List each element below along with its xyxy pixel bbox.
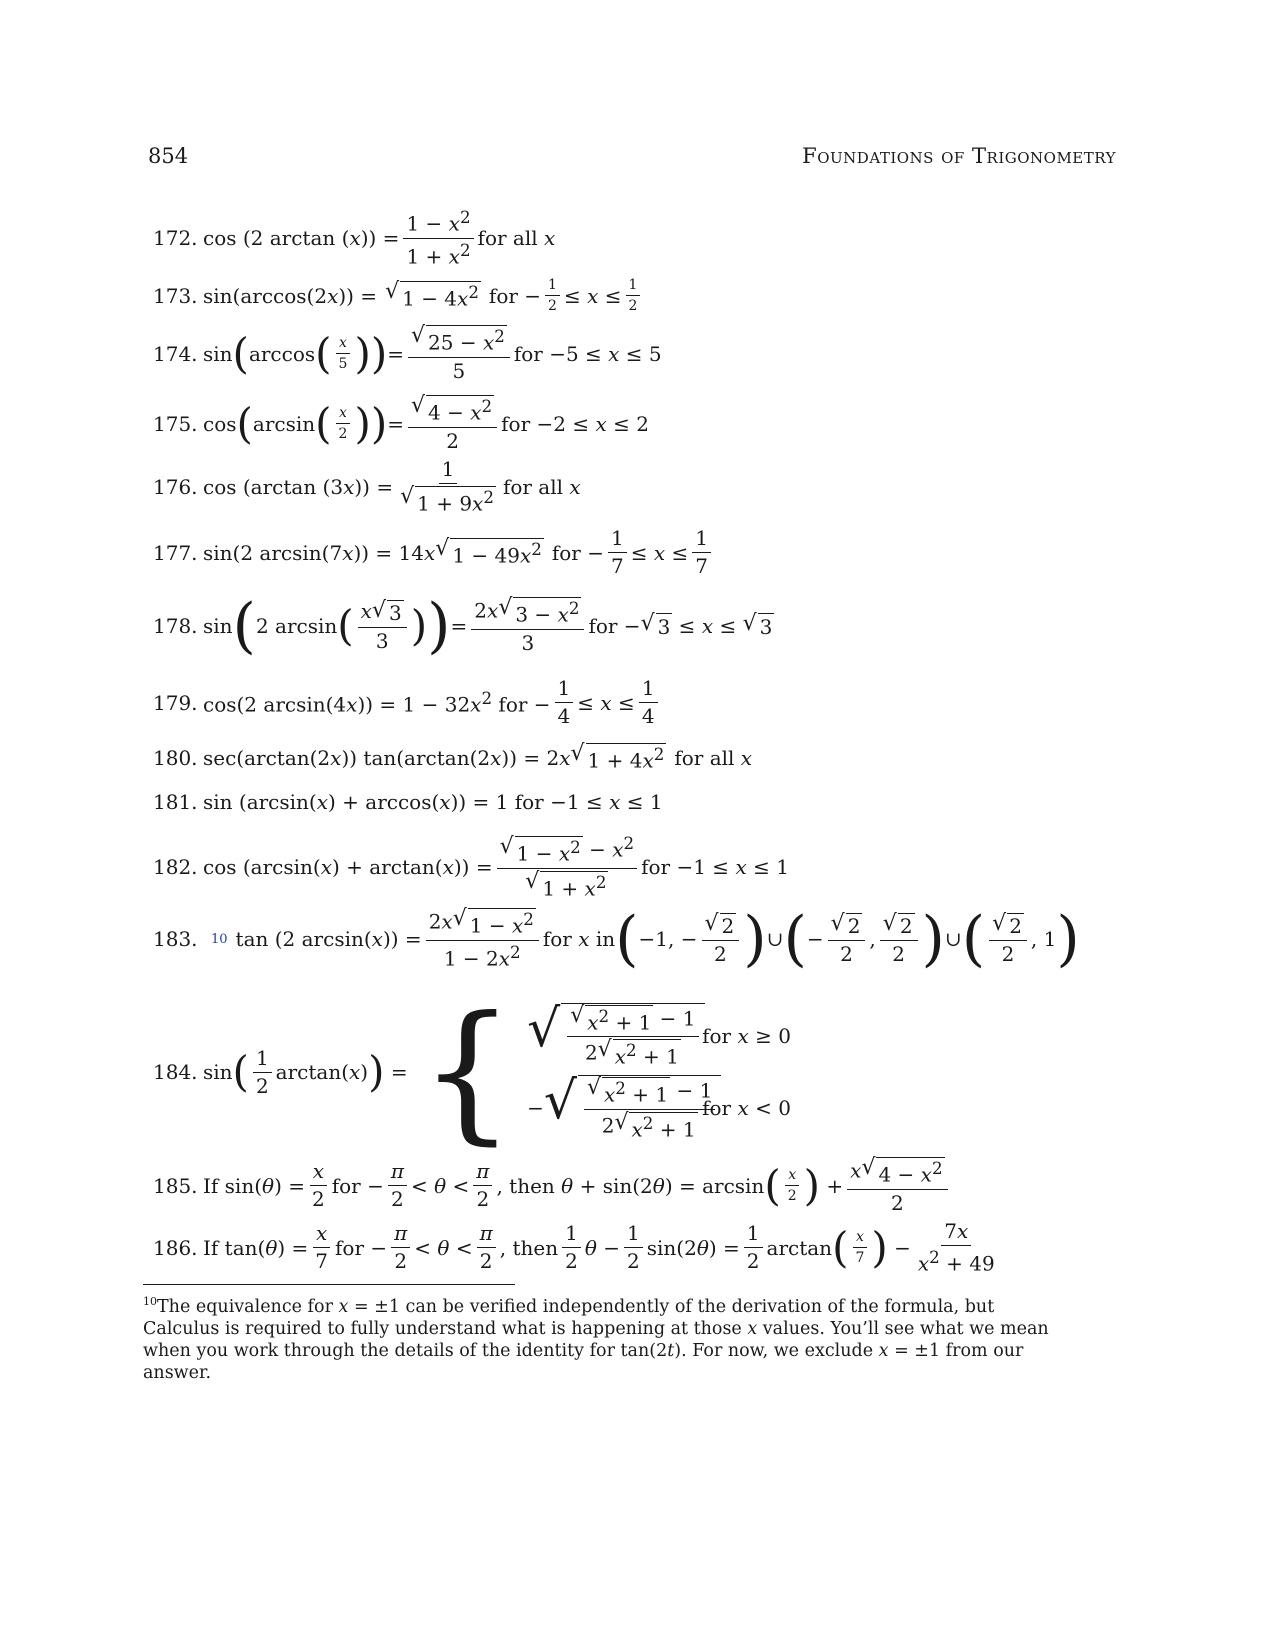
- running-title: Foundations of Trigonometry: [802, 144, 1116, 168]
- problem-183: 183. 10 tan (2 arcsin(x)) = 2x √ $1 - x^2$ $1 - 2x^2$ for x in ( −1, − √ 2 2 ) ∪ ( − √ 2 2 , √ 2 2 ) ∪ ( √ 2 2 , 1 ): [153, 904, 1080, 975]
- problem-186: 186. If tan(θ) = $\frac{x}{7}$ for − $\frac{\pi}{2}$ < θ < $\frac{\pi}{2}$ , then $\frac{1}{2}$ θ − $\frac{1}{2}$ sin(2θ) = $\frac{1}{2}$ arctan ( $\frac{x}{7}$ ) − $\frac{7x}{x^2 + 49}$: [153, 1219, 995, 1276]
- problem-181: 181. sin (arcsin(x) + arccos(x)) = 1 for −1 ≤ x ≤ 1: [153, 790, 663, 814]
- problem-174: 174. sin ( arccos ( $\frac{x}{5}$ )) = √ $25 - x^2$ 5 for −5 ≤ x ≤ 5: [153, 323, 662, 383]
- problem-180: 180. sec(arctan(2x)) tan(arctan(2x)) = 2x √ $1 + 4x^2$ for all x: [153, 741, 753, 773]
- problem-182: 182. cos (arcsin(x) + arctan(x)) = √ $1 - x^2$ − $x^2$ √ $1 + x^2$ for −1 ≤ x ≤ 1: [153, 834, 789, 901]
- footnote: $^{10}$The equivalence for x = ±1 can be verified independently of the derivation of the formula, but Calculus is required to fully understand what is happening at those x values. You’ll see what we mean when you work through the details of the identity for tan(2t). For now, we exclude x = ±1 from our answer.: [143, 1295, 1049, 1383]
- footnote-rule: [143, 1284, 515, 1285]
- problem-179: 179. cos(2 $\arcsin(4x)) = 1 - 32x^2$ for − $\frac{1}{4}$ ≤ x ≤ $\frac{1}{4}$: [153, 677, 662, 728]
- footnote-marker[interactable]: 10: [211, 931, 228, 947]
- problem-184: 184. sin ( $\frac{1}{2}$ arctan(x) ) = { √ √ $x^2 + 1$ − 1 2 √ $x^2 + 1$ for x ≥ 0 − √ √ $x^2 + 1$ − 1 2 √ $x^2 + 1$ for x < 0: [153, 985, 791, 1159]
- problem-176: 176. cos (arctan (3x)) = 1 √ $1 + 9x^2$ for all x: [153, 457, 581, 516]
- problem-173: 173. sin(arccos(2x)) = √ $1 - 4x^2$ for − $\frac{1}{2}$ ≤ x ≤ $\frac{1}{2}$: [153, 277, 644, 314]
- problem-177: 177. sin(2 arcsin(7x)) = 14x √ $1 - 49x^2$ for − $\frac{1}{7}$ ≤ x ≤ $\frac{1}{7}$: [153, 527, 715, 578]
- page-number: 854: [148, 144, 189, 168]
- problem-185: 185. If sin(θ) = $\frac{x}{2}$ for − $\frac{\pi}{2}$ < θ < $\frac{\pi}{2}$ , then θ + sin(2θ) = arcsin ( $\frac{x}{2}$ ) + x √ $4 - x^2$ 2: [153, 1157, 952, 1215]
- problem-172: 172. cos (2 arctan (x)) = $\frac{1 - x^2}{1 + x^2}$ for all x: [153, 208, 556, 269]
- problem-178: 178. sin ( 2 arcsin ( x √ 3 3 ) ) = 2x √ $3 - x^2$ 3 for − √ 3 ≤ x ≤ √ 3: [153, 591, 773, 661]
- problem-175: 175. cos ( arcsin ( $\frac{x}{2}$ )) = √ $4 - x^2$ 2 for −2 ≤ x ≤ 2: [153, 393, 649, 453]
